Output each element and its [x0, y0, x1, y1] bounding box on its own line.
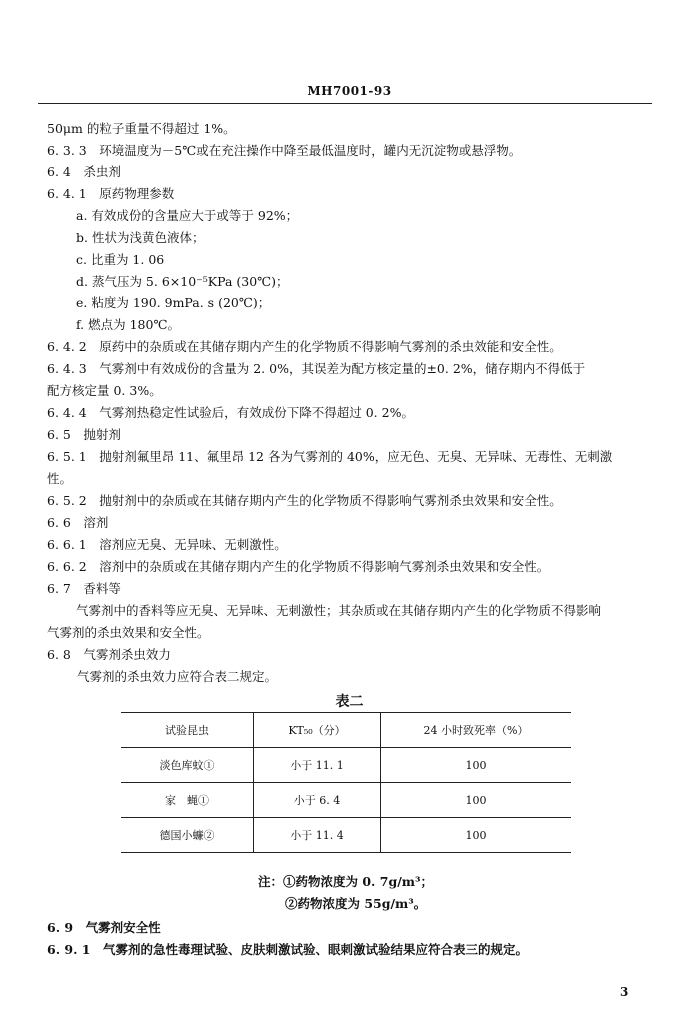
list-item: a. 有效成份的含量应大于或等于 92%；: [76, 208, 299, 223]
list-item: f. 燃点为 180℃。: [76, 317, 180, 332]
table-cell: 淡色库蚊①: [121, 748, 254, 783]
table-cell: 德国小蠊②: [121, 818, 254, 853]
list-item: b. 性状为浅黄色液体；: [76, 230, 205, 245]
table-cell: 小于 11. 4: [254, 818, 381, 853]
body-line: 6. 4. 2 原药中的杂质或在其储存期内产生的化学物质不得影响气雾剂的杀虫效能和安全性。: [47, 339, 562, 354]
table-title: 表二: [335, 694, 364, 710]
body-line: 6. 4. 3 气雾剂中有效成份的含量为 2. 0%，其误差为配方核定量的±0. 2%，储存期内不得低于: [47, 361, 586, 376]
body-line: 性。: [47, 471, 73, 486]
page-number: 3: [620, 985, 629, 999]
column-header: 24 小时致死率（%）: [381, 713, 572, 748]
section-heading: 6. 4. 1 原药物理参数: [47, 186, 175, 201]
body-line: 6. 5. 2 抛射剂中的杂质或在其储存期内产生的化学物质不得影响气雾剂杀虫效果和安全性。: [47, 493, 562, 508]
table-note: ②药物浓度为 55g/m³。: [285, 896, 427, 911]
table-cell: 家 蝇①: [121, 783, 254, 818]
section-heading: 6. 9 气雾剂安全性: [47, 920, 161, 935]
section-heading: 6. 4 杀虫剂: [47, 164, 121, 179]
column-header: 试验昆虫: [121, 713, 254, 748]
table-row: [121, 818, 571, 853]
body-line: 6. 3. 3 环境温度为－5℃或在充注操作中降至最低温度时，罐内无沉淀物或悬浮物。: [47, 143, 522, 158]
header-rule: [38, 103, 652, 104]
body-line: 气雾剂的杀虫效力应符合表二规定。: [77, 669, 278, 684]
body-line: 50μm 的粒子重量不得超过 1%。: [47, 121, 236, 136]
list-item: d. 蒸气压为 5. 6×10⁻⁵KPa (30℃)；: [76, 274, 289, 289]
table-cell: 100: [381, 748, 572, 783]
section-heading: 6. 6 溶剂: [47, 515, 109, 530]
body-line: 6. 9. 1 气雾剂的急性毒理试验、皮肤刺激试验、眼刺激试验结果应符合表三的规定。: [47, 942, 529, 957]
page-header: MH7001-93: [307, 84, 392, 98]
list-item: e. 粘度为 190. 9mPa. s (20℃)；: [76, 295, 271, 310]
section-heading: 6. 7 香料等: [47, 581, 121, 596]
section-heading: 6. 5 抛射剂: [47, 427, 121, 442]
body-line: 配方核定量 0. 3%。: [47, 383, 162, 398]
table-header-row: [121, 713, 571, 748]
body-line: 气雾剂中的香料等应无臭、无异味、无刺激性；其杂质或在其储存期内产生的化学物质不得影响: [76, 603, 602, 618]
table-note: 注：①药物浓度为 0. 7g/m³；: [258, 874, 433, 889]
body-line: 6. 6. 2 溶剂中的杂质或在其储存期内产生的化学物质不得影响气雾剂杀虫效果和安全性。: [47, 559, 550, 574]
table-cell: 100: [381, 818, 572, 853]
table-cell: 小于 11. 1: [254, 748, 381, 783]
table-row: [121, 783, 571, 818]
body-line: 6. 6. 1 溶剂应无臭、无异味、无刺激性。: [47, 537, 287, 552]
body-line: 6. 5. 1 抛射剂氟里昂 11、氟里昂 12 各为气雾剂的 40%，应无色、无臭、无异味、无毒性、无刺激: [47, 449, 613, 464]
body-line: 气雾剂的杀虫效果和安全性。: [47, 625, 210, 640]
body-line: 6. 4. 4 气雾剂热稳定性试验后，有效成份下降不得超过 0. 2%。: [47, 405, 414, 420]
list-item: c. 比重为 1. 06: [76, 252, 165, 267]
table-cell: 100: [381, 783, 572, 818]
table-cell: 小于 6. 4: [254, 783, 381, 818]
insecticide-efficacy-table: [121, 712, 571, 853]
table-row: [121, 748, 571, 783]
column-header: KT₅₀（分）: [254, 713, 381, 748]
section-heading: 6. 8 气雾剂杀虫效力: [47, 647, 171, 662]
